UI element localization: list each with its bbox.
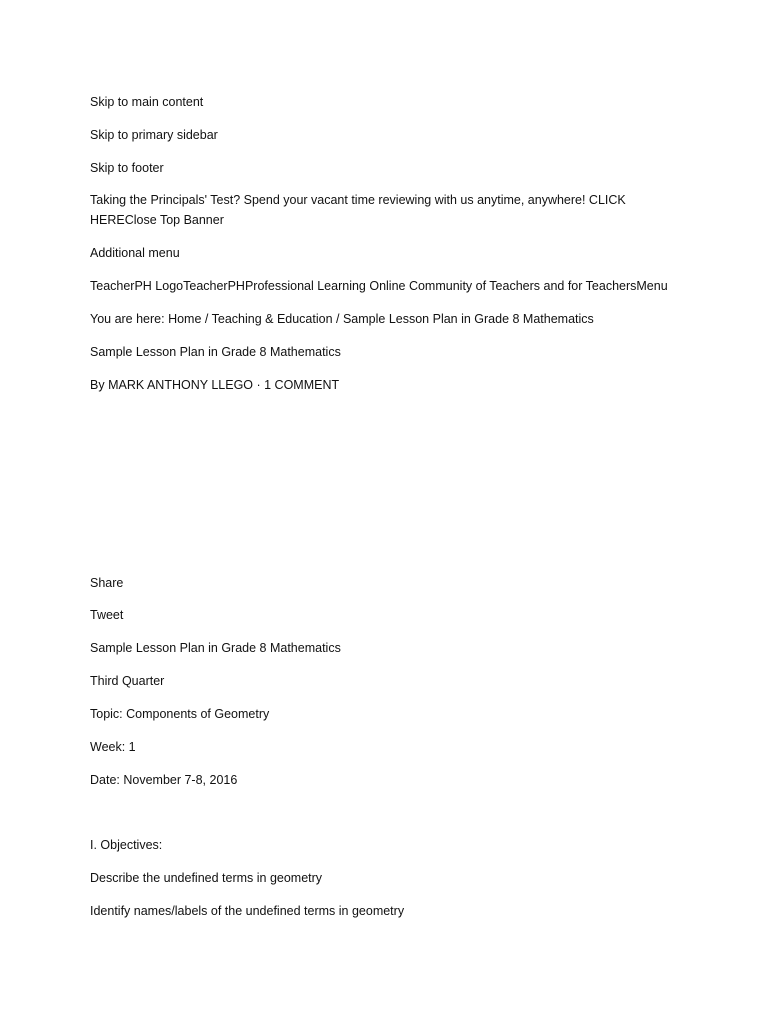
comments-link[interactable]: 1 COMMENT xyxy=(264,378,340,392)
top-banner-text[interactable]: Taking the Principals' Test? Spend your vacant time reviewing with us anytime, anywhere! CLICK HERE xyxy=(90,193,626,227)
lesson-topic: Topic: Components of Geometry xyxy=(90,707,270,721)
post-title: Sample Lesson Plan in Grade 8 Mathematics xyxy=(90,345,341,359)
site-logo[interactable]: TeacherPH Logo xyxy=(90,279,184,293)
breadcrumb-home-link[interactable]: Home xyxy=(168,312,202,326)
lesson-heading: Sample Lesson Plan in Grade 8 Mathematics xyxy=(90,641,341,655)
objectives-heading: I. Objectives: xyxy=(90,838,163,852)
close-top-banner-button[interactable]: Close Top Banner xyxy=(124,213,224,227)
share-button[interactable]: Share xyxy=(90,576,124,590)
objective-item: Identify names/labels of the undefined terms in geometry xyxy=(90,904,405,918)
objective-item: Describe the undefined terms in geometry xyxy=(90,871,323,885)
breadcrumb: You are here: Home / Teaching & Education / Sample Lesson Plan in Grade 8 Mathematics xyxy=(90,312,594,326)
site-name[interactable]: TeacherPH xyxy=(183,279,245,293)
menu-button[interactable]: Menu xyxy=(636,279,668,293)
lesson-quarter: Third Quarter xyxy=(90,674,165,688)
author-link[interactable]: MARK ANTHONY LLEGO xyxy=(108,378,254,392)
breadcrumb-category-link[interactable]: Teaching & Education xyxy=(211,312,333,326)
skip-to-main-link[interactable]: Skip to main content xyxy=(90,95,204,109)
lesson-date: Date: November 7-8, 2016 xyxy=(90,773,238,787)
lesson-week: Week: 1 xyxy=(90,740,136,754)
skip-to-footer-link[interactable]: Skip to footer xyxy=(90,161,164,175)
site-header xyxy=(90,276,668,296)
skip-to-sidebar-link[interactable]: Skip to primary sidebar xyxy=(90,128,218,142)
site-tagline: Professional Learning Online Community of Teachers and for Teachers xyxy=(244,279,637,293)
post-byline: By MARK ANTHONY LLEGO · 1 COMMENT xyxy=(90,378,340,392)
additional-menu[interactable]: Additional menu xyxy=(90,246,180,260)
top-banner xyxy=(90,190,650,230)
tweet-button[interactable]: Tweet xyxy=(90,608,124,622)
breadcrumb-current: Sample Lesson Plan in Grade 8 Mathematics xyxy=(342,312,594,326)
